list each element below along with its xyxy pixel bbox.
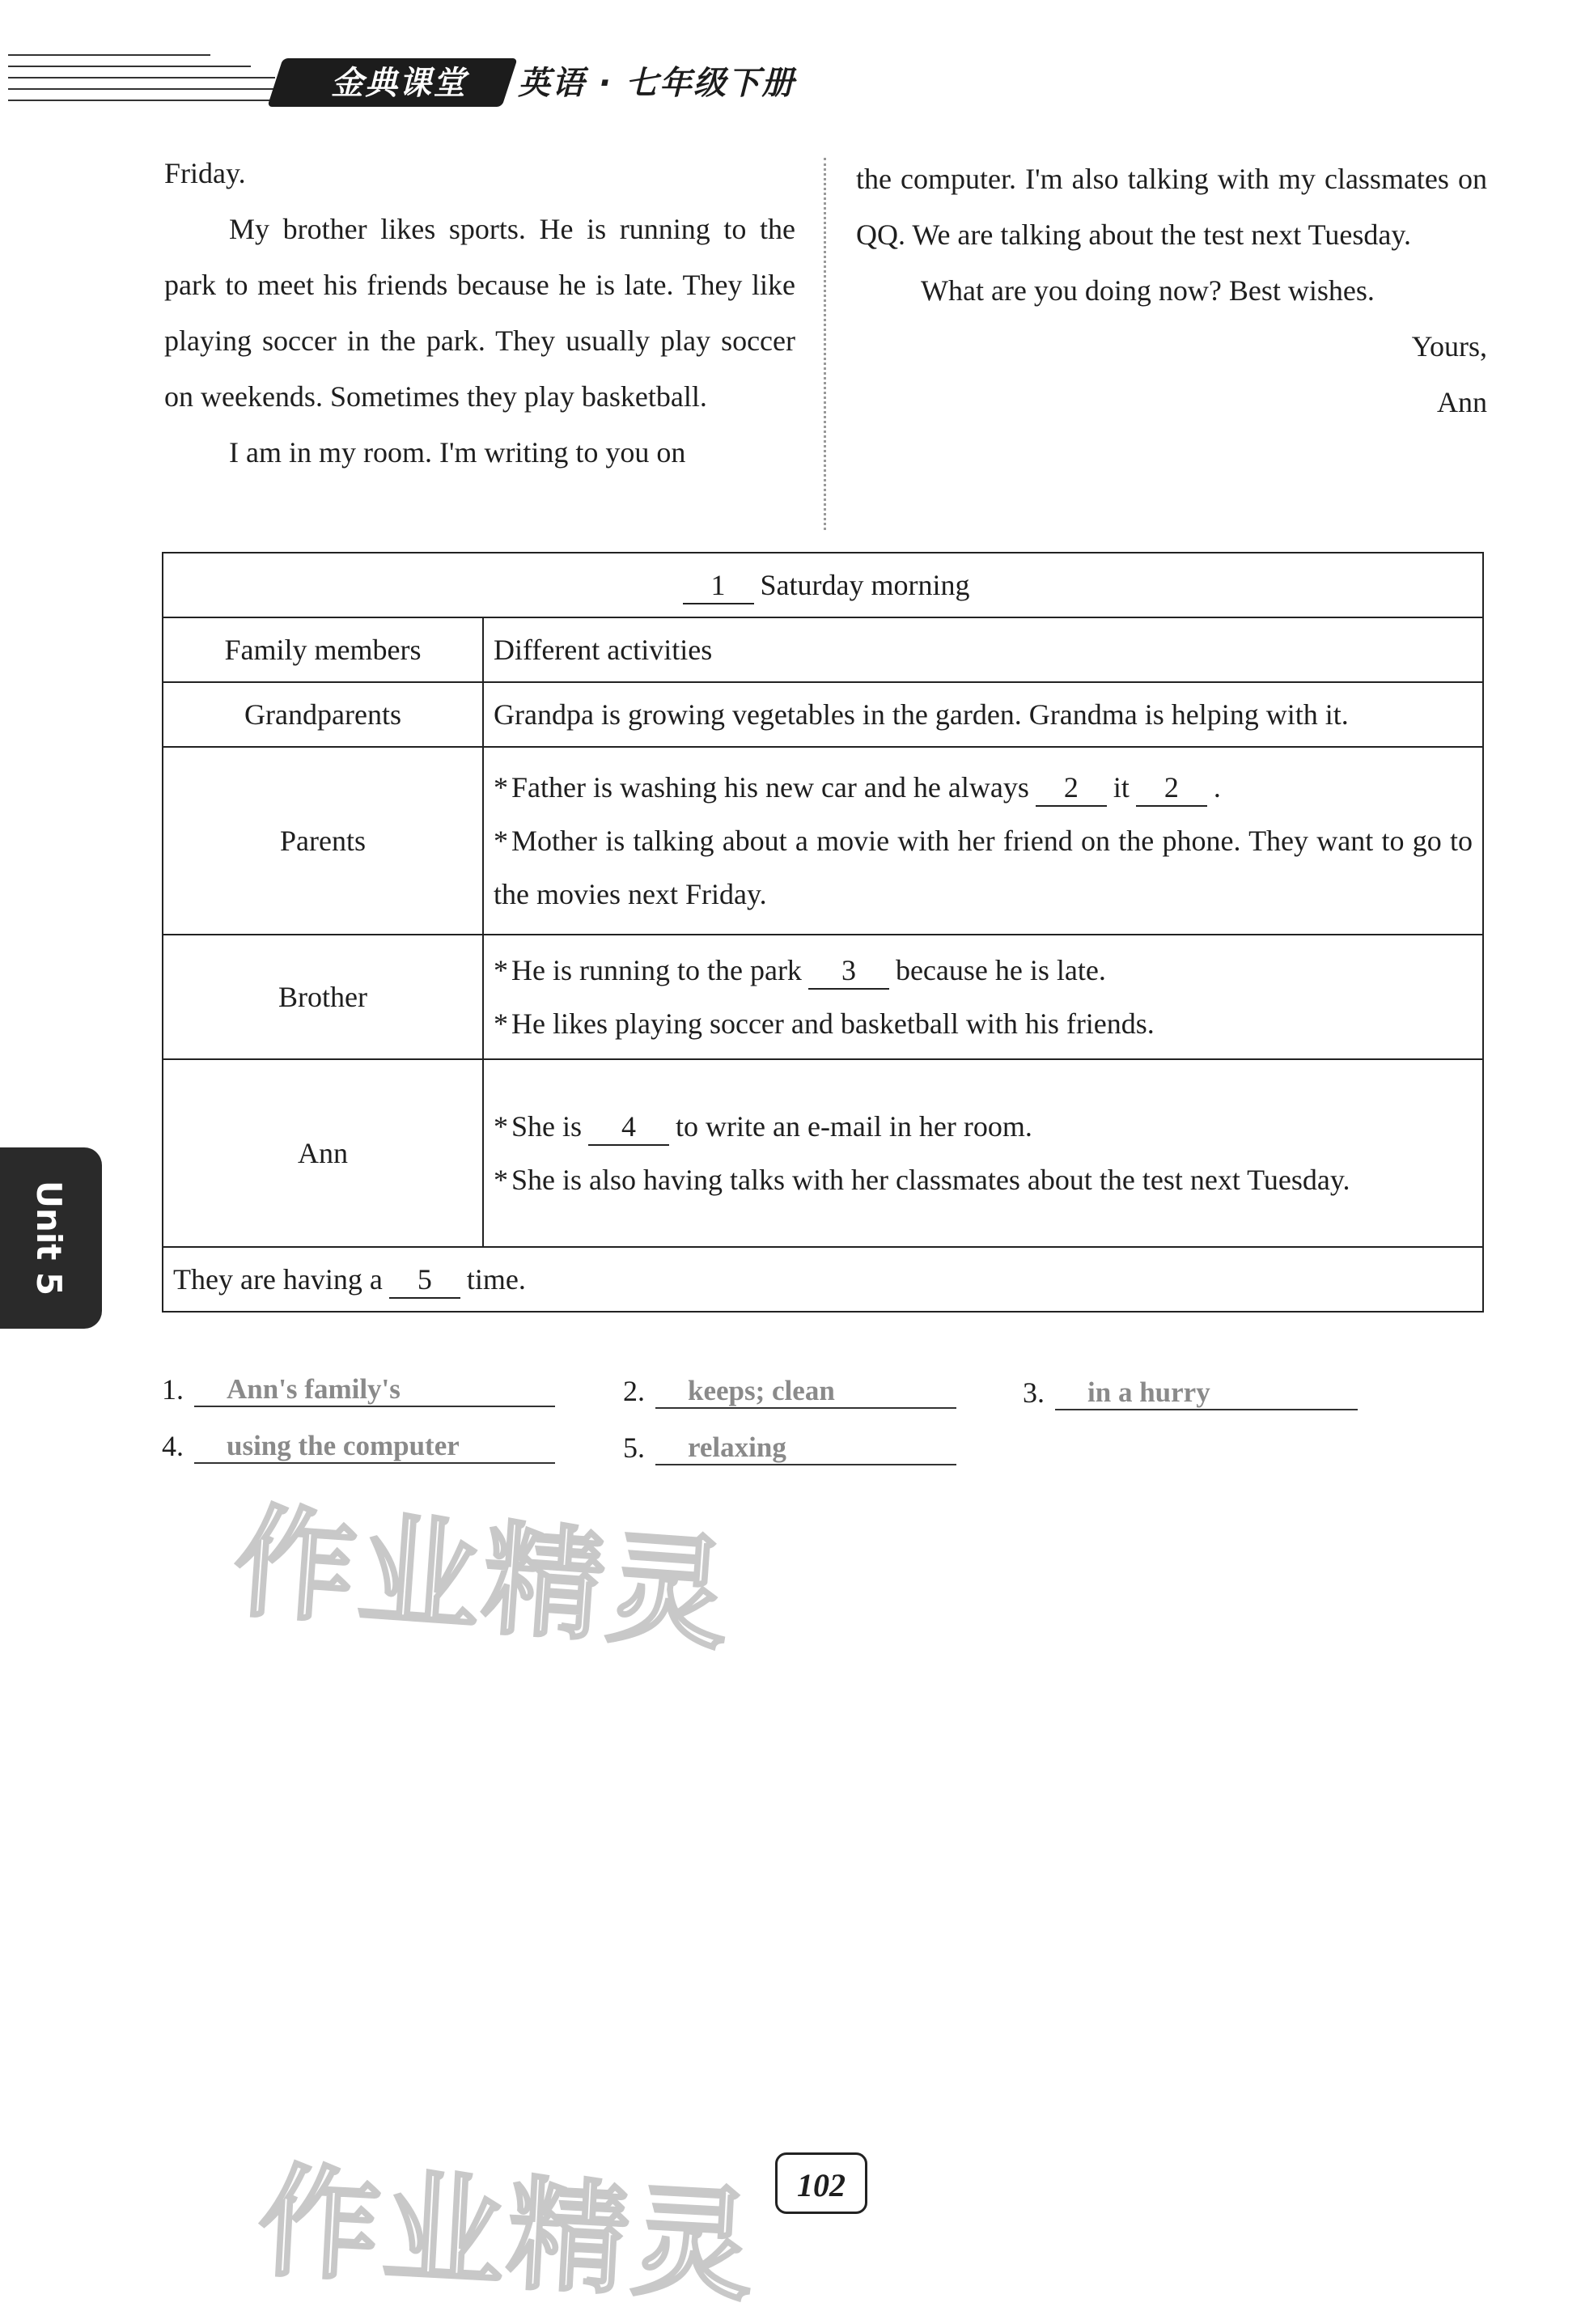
star-bullet: *	[494, 771, 508, 804]
answer-field[interactable]: keeps; clean	[655, 1373, 956, 1409]
activity-line: * She is also having talks with her classmates about the test next Tuesday.	[494, 1164, 1350, 1196]
member-cell: Grandparents	[163, 682, 483, 747]
unit-side-tab-label: Unit 5	[29, 1180, 69, 1296]
summary-table	[162, 552, 1484, 1313]
member-cell: Ann	[163, 1059, 483, 1247]
activity-line: * Father is washing his new car and he always 2 it 2 .	[494, 761, 1473, 814]
blank-3[interactable]: 3	[808, 952, 889, 990]
table-row	[163, 935, 1483, 1059]
header-subject: 英语 · 七年级下册	[518, 65, 796, 102]
star-bullet: *	[494, 954, 508, 986]
star-bullet: *	[494, 1110, 508, 1143]
header-badge-label: 金典课堂	[331, 65, 467, 102]
activity-line: * Mother is talking about a movie with her friend on the phone. They want to go to the movies next Friday.	[494, 825, 1473, 910]
passage-paragraph: My brother likes sports. He is running to the park to meet his friends because he is late. They like playing soccer in the park. They usually play soccer on weekends. Sometimes they play basketball.	[164, 213, 795, 413]
answer-number: 2.	[623, 1375, 645, 1407]
blank-4[interactable]: 4	[588, 1109, 669, 1146]
activity-line: * She is 4 to write an e-mail in her room.	[494, 1100, 1473, 1153]
header-different-activities: Different activities	[483, 617, 1483, 682]
passage-paragraph: Friday.	[164, 157, 246, 189]
passage-right-column	[856, 151, 1487, 430]
blank-2b[interactable]: 2	[1136, 770, 1207, 807]
answer-number: 4.	[162, 1430, 184, 1462]
watermark: 作业精灵	[255, 2151, 761, 2318]
answer-number: 1.	[162, 1373, 184, 1406]
blank-2a[interactable]: 2	[1036, 770, 1107, 807]
watermark: 作业精灵	[229, 1491, 737, 1668]
star-bullet: *	[494, 1007, 508, 1040]
activity-cell	[483, 747, 1483, 935]
answer-number: 5.	[623, 1431, 645, 1464]
member-cell: Brother	[163, 935, 483, 1059]
activity-line: * He is running to the park 3 because he is late.	[494, 944, 1473, 997]
header-family-members: Family members	[163, 617, 483, 682]
star-bullet: *	[494, 1164, 508, 1196]
answer-field[interactable]: Ann's family's	[194, 1372, 555, 1407]
table-footer-cell: They are having a 5 time.	[163, 1247, 1483, 1312]
letter-closing: Yours,	[1411, 330, 1487, 363]
star-bullet: *	[494, 825, 508, 857]
table-row	[163, 682, 1483, 747]
header-decor-lines	[0, 45, 291, 109]
activity-cell: Grandpa is growing vegetables in the garden. Grandma is helping with it.	[483, 682, 1483, 747]
activity-cell	[483, 1059, 1483, 1247]
answer-field[interactable]: in a hurry	[1055, 1375, 1358, 1410]
page-number: 102	[775, 2152, 867, 2214]
blank-1[interactable]: 1	[683, 567, 754, 604]
table-title-cell	[163, 553, 1483, 617]
table-row	[163, 747, 1483, 935]
passage-paragraph: I am in my room. I'm writing to you on	[229, 436, 686, 469]
table-title-row	[163, 553, 1483, 617]
answer-number: 3.	[1023, 1376, 1045, 1409]
passage-paragraph: the computer. I'm also talking with my classmates on QQ. We are talking about the test next Tuesday.	[856, 163, 1487, 251]
activity-cell	[483, 935, 1483, 1059]
table-header-row	[163, 617, 1483, 682]
answer-field[interactable]: using the computer	[194, 1428, 555, 1464]
activity-line: * He likes playing soccer and basketball with his friends.	[494, 1007, 1155, 1040]
letter-signature: Ann	[1437, 386, 1487, 418]
blank-5[interactable]: 5	[389, 1262, 460, 1299]
table-footer-row	[163, 1247, 1483, 1312]
answer-field[interactable]: relaxing	[655, 1430, 956, 1465]
table-row	[163, 1059, 1483, 1247]
table-title-text: Saturday morning	[760, 569, 970, 601]
passage-left-column	[164, 146, 795, 481]
passage-paragraph: What are you doing now? Best wishes.	[921, 274, 1375, 307]
member-cell: Parents	[163, 747, 483, 935]
column-divider	[824, 158, 826, 530]
